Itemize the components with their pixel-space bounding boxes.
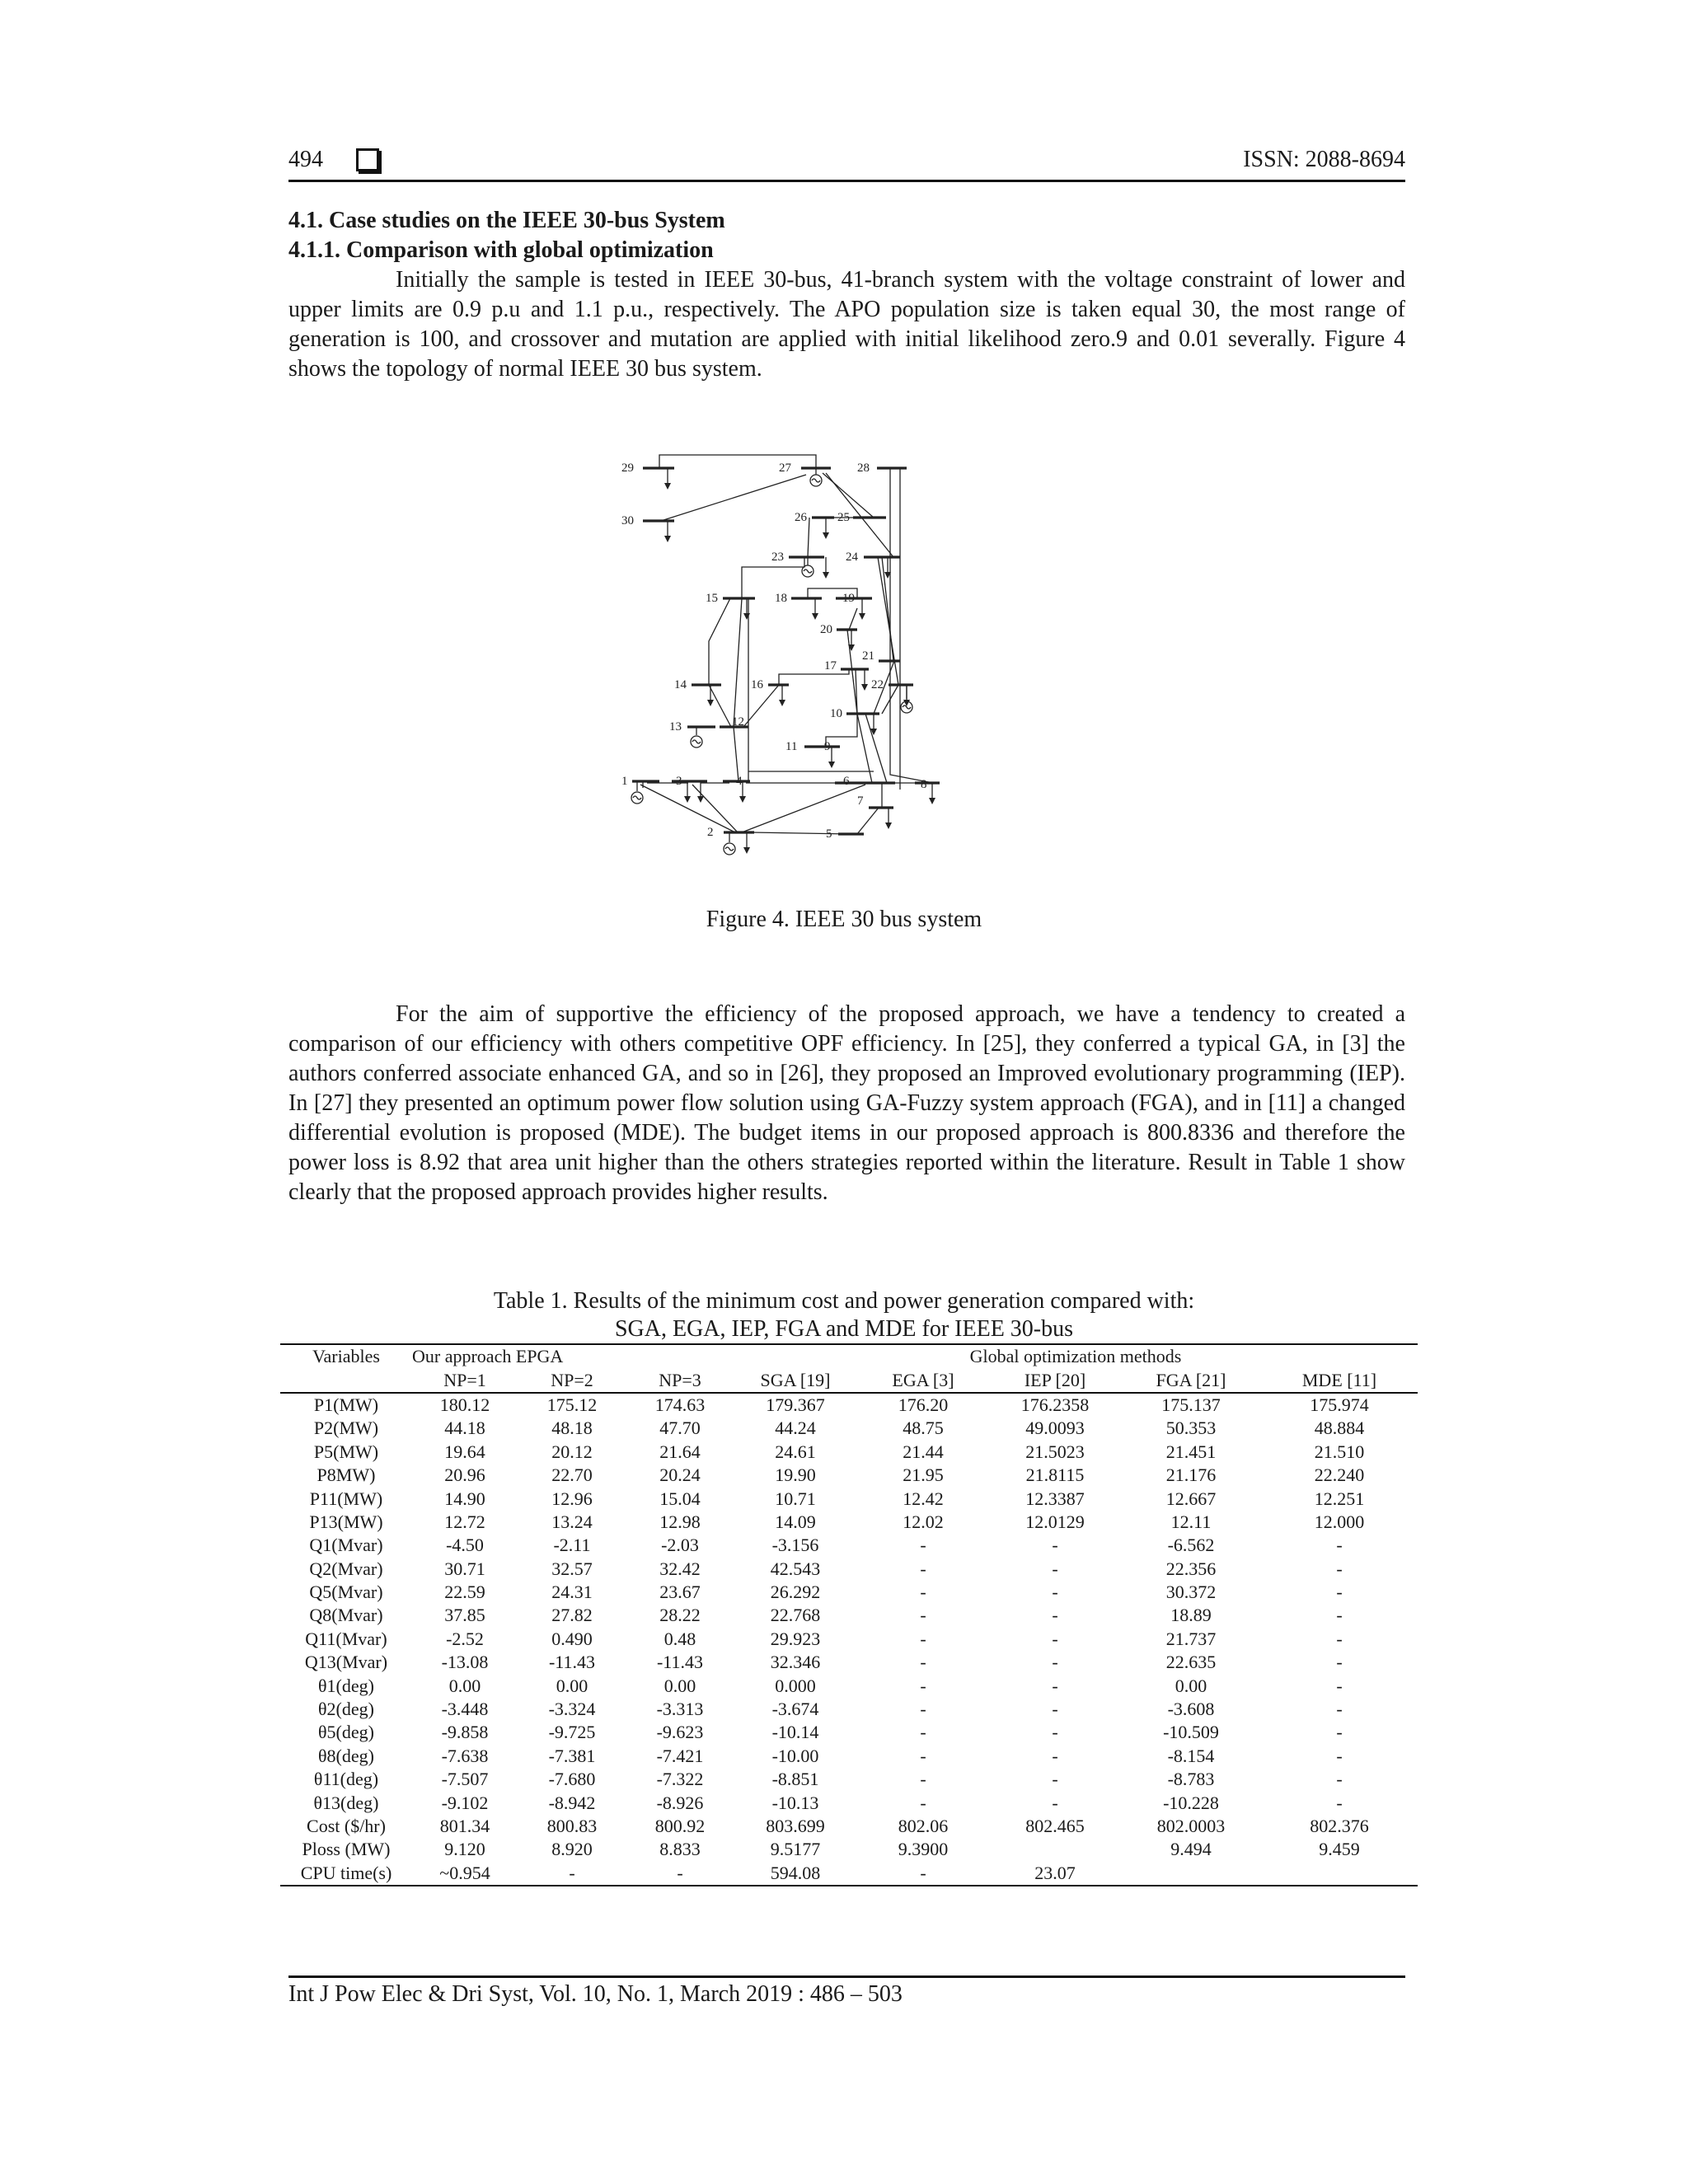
value-cell: -3.324 xyxy=(548,1699,596,1720)
table-row xyxy=(280,1604,1418,1627)
subheader: MDE [11] xyxy=(1261,1368,1418,1392)
value-cell: - xyxy=(920,1628,926,1649)
value-cell: 8.833 xyxy=(659,1839,701,1860)
value-cell: 176.20 xyxy=(898,1394,949,1415)
bus-label: 13 xyxy=(669,720,682,733)
value-cell: 49.0093 xyxy=(1025,1418,1085,1439)
value-cell: 27.82 xyxy=(551,1605,593,1626)
value-cell: - xyxy=(920,1792,926,1813)
table-header-row xyxy=(280,1344,1418,1368)
value-cell: -3.156 xyxy=(771,1535,819,1556)
value-cell: 12.96 xyxy=(551,1488,593,1509)
header-global-methods: Global optimization methods xyxy=(734,1344,1418,1368)
bus-label: 5 xyxy=(826,827,832,841)
table-caption-line2: SGA, EGA, IEP, FGA and MDE for IEEE 30-bus xyxy=(614,1316,1074,1342)
value-cell: 0.00 xyxy=(663,1675,696,1696)
table-row xyxy=(280,1745,1418,1768)
row-variable-cell: Ploss (MW) xyxy=(302,1839,391,1860)
value-cell: 0.48 xyxy=(663,1628,696,1649)
table-row xyxy=(280,1838,1418,1861)
value-cell: 37.85 xyxy=(444,1605,485,1626)
value-cell: - xyxy=(1052,1769,1058,1790)
value-cell: - xyxy=(1052,1558,1058,1579)
value-cell: 22.768 xyxy=(770,1605,821,1626)
value-cell: - xyxy=(920,1769,926,1790)
value-cell: -7.638 xyxy=(441,1745,489,1766)
value-cell: -8.942 xyxy=(548,1792,596,1813)
row-variable-cell: P13(MW) xyxy=(309,1511,383,1532)
subheader: SGA [19] xyxy=(734,1368,857,1392)
value-cell: -4.50 xyxy=(446,1535,484,1556)
value-cell: - xyxy=(1052,1535,1058,1556)
value-cell: 0.000 xyxy=(775,1675,816,1696)
value-cell: 12.3387 xyxy=(1025,1488,1085,1509)
value-cell: -7.381 xyxy=(548,1745,596,1766)
value-cell: -10.14 xyxy=(771,1722,819,1743)
page-number: 494 xyxy=(288,147,323,172)
value-cell: 802.376 xyxy=(1310,1816,1369,1836)
value-cell: - xyxy=(1052,1792,1058,1813)
value-cell: -2.11 xyxy=(553,1535,591,1556)
row-variable-cell: θ8(deg) xyxy=(318,1745,374,1766)
table-row xyxy=(280,1581,1418,1604)
subheader: IEP [20] xyxy=(989,1368,1121,1392)
value-cell: 32.57 xyxy=(551,1558,593,1579)
value-cell: - xyxy=(1336,1769,1343,1790)
bus-label: 11 xyxy=(785,740,798,753)
ieee-30-bus-diagram xyxy=(610,452,1096,880)
value-cell: 21.8115 xyxy=(1025,1465,1085,1486)
value-cell: 12.42 xyxy=(903,1488,944,1509)
header-rule xyxy=(288,180,1405,182)
value-cell: 12.72 xyxy=(444,1511,485,1532)
bus-label: 19 xyxy=(842,592,855,605)
value-cell: 21.451 xyxy=(1165,1441,1217,1462)
subheader: NP=3 xyxy=(626,1368,734,1392)
table-row xyxy=(280,1791,1418,1814)
row-variable-cell: θ1(deg) xyxy=(318,1675,374,1696)
value-cell: - xyxy=(1336,1745,1343,1766)
header-variables: Variables xyxy=(280,1344,412,1368)
value-cell: 802.06 xyxy=(898,1816,949,1836)
value-cell: 594.08 xyxy=(734,1862,857,1886)
value-cell: 0.00 xyxy=(448,1675,481,1696)
value-cell: 12.98 xyxy=(659,1511,701,1532)
value-cell: 9.494 xyxy=(1170,1839,1212,1860)
header-our-approach: Our approach EPGA xyxy=(412,1344,734,1368)
row-variable-cell: Cost ($/hr) xyxy=(307,1816,386,1836)
row-variable-cell: θ13(deg) xyxy=(313,1792,379,1813)
value-cell: 19.64 xyxy=(444,1441,485,1462)
value-cell: 21.64 xyxy=(659,1441,701,1462)
paragraph-comparison xyxy=(288,1000,1405,1207)
value-cell: 21.95 xyxy=(903,1465,944,1486)
bus-label: 22 xyxy=(871,678,884,691)
bus-label: 18 xyxy=(775,592,787,605)
value-cell: 180.12 xyxy=(439,1394,490,1415)
value-cell: 21.510 xyxy=(1314,1441,1365,1462)
value-cell: 47.70 xyxy=(659,1418,701,1439)
table-caption-line1: Table 1. Results of the minimum cost and power generation compared with: xyxy=(493,1288,1195,1314)
bus-label: 17 xyxy=(824,659,837,673)
row-variable-cell: P8MW) xyxy=(316,1465,376,1486)
value-cell: -13.08 xyxy=(441,1652,489,1673)
value-cell: -9.102 xyxy=(441,1792,489,1813)
bus-label: 2 xyxy=(707,826,714,839)
value-cell: -8.851 xyxy=(771,1769,819,1790)
figure-caption: Figure 4. IEEE 30 bus system xyxy=(706,907,982,932)
table-row xyxy=(280,1393,1418,1417)
bus-label: 26 xyxy=(795,511,807,524)
bus-label: 16 xyxy=(751,678,763,691)
header-empty xyxy=(280,1368,412,1392)
value-cell: 20.24 xyxy=(659,1465,701,1486)
table-body xyxy=(280,1393,1418,1886)
footer-citation: Int J Pow Elec & Dri Syst, Vol. 10, No. 1, March 2019 : 486 – 503 xyxy=(288,1981,903,2007)
value-cell: - xyxy=(1336,1558,1343,1579)
table-row xyxy=(280,1417,1418,1440)
value-cell: 20.96 xyxy=(444,1465,485,1486)
value-cell: -10.13 xyxy=(771,1792,819,1813)
row-variable-cell: θ11(deg) xyxy=(313,1769,379,1790)
bus-label: 6 xyxy=(843,775,850,788)
value-cell: - xyxy=(920,1652,926,1673)
bus-label: 20 xyxy=(820,623,832,636)
value-cell: - xyxy=(920,1582,926,1603)
bus-label: 25 xyxy=(837,511,850,524)
table-row xyxy=(280,1698,1418,1721)
value-cell: 12.11 xyxy=(1170,1511,1212,1532)
bus-label: 3 xyxy=(676,775,682,788)
value-cell: - xyxy=(1336,1699,1343,1720)
value-cell: - xyxy=(1052,1628,1058,1649)
table-row xyxy=(280,1441,1418,1464)
bus-label: 9 xyxy=(824,740,831,753)
value-cell: 21.5023 xyxy=(1025,1441,1085,1462)
value-cell: 10.71 xyxy=(775,1488,816,1509)
table-caption xyxy=(0,1287,1688,1343)
value-cell: - xyxy=(1336,1605,1343,1626)
value-cell: - xyxy=(920,1535,926,1556)
table-row xyxy=(280,1768,1418,1791)
value-cell: 44.18 xyxy=(444,1418,485,1439)
bus-label: 30 xyxy=(621,514,634,527)
table-row xyxy=(280,1558,1418,1581)
subheader: FGA [21] xyxy=(1121,1368,1261,1392)
paragraph-intro xyxy=(288,265,1405,384)
value-cell: ~0.954 xyxy=(412,1862,518,1886)
bus-label: 10 xyxy=(830,707,842,720)
value-cell: - xyxy=(920,1699,926,1720)
value-cell: 174.63 xyxy=(654,1394,706,1415)
value-cell: -10.509 xyxy=(1163,1722,1219,1743)
row-variable-cell: P5(MW) xyxy=(313,1441,379,1462)
table-row xyxy=(280,1651,1418,1674)
row-variable-cell: P2(MW) xyxy=(313,1418,379,1439)
bus-label: 28 xyxy=(857,462,870,475)
value-cell: -8.154 xyxy=(1167,1745,1215,1766)
value-cell: -10.228 xyxy=(1163,1792,1219,1813)
value-cell: - xyxy=(920,1675,926,1696)
value-cell: - xyxy=(920,1605,926,1626)
value-cell: 22.635 xyxy=(1165,1652,1217,1673)
value-cell: 22.70 xyxy=(551,1465,593,1486)
value-cell: 800.92 xyxy=(654,1816,706,1836)
row-variable-cell: P1(MW) xyxy=(313,1394,379,1415)
bus-label: 21 xyxy=(862,649,874,663)
bus-label: 23 xyxy=(771,551,784,564)
row-variable-cell: Q1(Mvar) xyxy=(309,1535,383,1556)
value-cell: -11.43 xyxy=(656,1652,703,1673)
value-cell: 9.5177 xyxy=(770,1839,821,1860)
bus-label: 4 xyxy=(736,775,743,788)
value-cell: -9.858 xyxy=(441,1722,489,1743)
table-row xyxy=(280,1674,1418,1697)
value-cell xyxy=(989,1838,1121,1861)
value-cell: - xyxy=(1052,1605,1058,1626)
footer-rule xyxy=(288,1975,1405,1978)
value-cell: 28.22 xyxy=(659,1605,701,1626)
subheader: NP=2 xyxy=(518,1368,626,1392)
subsection-heading: 4.1.1. Comparison with global optimization xyxy=(288,237,714,263)
table-row xyxy=(280,1862,1418,1886)
value-cell: 42.543 xyxy=(770,1558,821,1579)
row-variable-cell: θ5(deg) xyxy=(318,1722,374,1743)
value-cell: 24.31 xyxy=(551,1582,593,1603)
value-cell: 12.667 xyxy=(1165,1488,1217,1509)
paragraph-intro-text: Initially the sample is tested in IEEE 30-bus, 41-branch system with the voltage constraint of lower and upper limits are 0.9 p.u and 1.1 p.u., respectively. The APO population size is taken equal 30, the most range of generation is 100, and crossover and mutation are applied with initial likelihood zero.9 and 0.01 severally. Figure 4 shows the topology of normal IEEE 30 bus system. xyxy=(288,267,1405,382)
value-cell: 48.18 xyxy=(551,1418,593,1439)
value-cell: 22.356 xyxy=(1165,1558,1217,1579)
bus-label: 29 xyxy=(621,462,634,475)
value-cell: 802.0003 xyxy=(1156,1816,1226,1836)
value-cell xyxy=(1261,1862,1418,1886)
table-row xyxy=(280,1628,1418,1651)
value-cell: 50.353 xyxy=(1165,1418,1217,1439)
value-cell: 30.372 xyxy=(1165,1582,1217,1603)
value-cell: -3.674 xyxy=(771,1699,819,1720)
value-cell: 14.90 xyxy=(444,1488,485,1509)
value-cell: 0.00 xyxy=(1175,1675,1207,1696)
value-cell: -8.926 xyxy=(656,1792,704,1813)
value-cell: 12.0129 xyxy=(1025,1511,1085,1532)
value-cell xyxy=(1121,1862,1261,1886)
value-cell: -3.608 xyxy=(1167,1699,1215,1720)
value-cell: 18.89 xyxy=(1170,1605,1212,1626)
value-cell: 20.12 xyxy=(551,1441,593,1462)
value-cell: 44.24 xyxy=(775,1418,816,1439)
value-cell: - xyxy=(1052,1675,1058,1696)
bus-label: 27 xyxy=(779,462,791,475)
checkbox-square-icon xyxy=(356,148,379,171)
value-cell: - xyxy=(1336,1652,1343,1673)
section-heading: 4.1. Case studies on the IEEE 30-bus System xyxy=(288,208,725,233)
value-cell: - xyxy=(1052,1582,1058,1603)
subheader: NP=1 xyxy=(412,1368,518,1392)
value-cell: -11.43 xyxy=(548,1652,595,1673)
value-cell: - xyxy=(920,1722,926,1743)
row-variable-cell: Q5(Mvar) xyxy=(309,1582,383,1603)
value-cell: 803.699 xyxy=(766,1816,825,1836)
value-cell: 32.42 xyxy=(659,1558,701,1579)
bus-label: 15 xyxy=(706,592,718,605)
value-cell: 12.251 xyxy=(1314,1488,1365,1509)
value-cell: 179.367 xyxy=(766,1394,825,1415)
value-cell: 24.61 xyxy=(775,1441,816,1462)
table-row xyxy=(280,1721,1418,1744)
load-stems xyxy=(668,468,932,847)
paragraph-comparison-text: For the aim of supportive the efficiency of the proposed approach, we have a tendency to created a comparison of our efficiency with others competitive OPF efficiency. In [25], they conferred a typical GA, in [3] the authors conferred associate enhanced GA, and so in [26], they proposed an Improved evolutionary programming (IEP). In [27] they presented an optimum power flow solution using GA-Fuzzy system approach (FGA), and in [11] a changed differential evolution is proposed (MDE). The budget items in our proposed approach is 800.8336 and therefore the power loss is 8.92 that area unit higher than the others strategies reported within the literature. Result in Table 1 show clearly that the proposed approach provides higher results. xyxy=(288,1001,1405,1205)
table-row xyxy=(280,1511,1418,1534)
bus-label: 14 xyxy=(674,678,687,691)
value-cell: -7.322 xyxy=(656,1769,704,1790)
value-cell: - xyxy=(920,1558,926,1579)
value-cell: - xyxy=(857,1862,989,1886)
value-cell: 48.75 xyxy=(903,1418,944,1439)
value-cell: 802.465 xyxy=(1025,1816,1085,1836)
value-cell: -3.448 xyxy=(441,1699,489,1720)
value-cell: - xyxy=(1336,1628,1343,1649)
value-cell: 12.000 xyxy=(1314,1511,1365,1532)
value-cell: - xyxy=(1336,1722,1343,1743)
bus-label: 12 xyxy=(732,715,744,729)
value-cell: -2.52 xyxy=(446,1628,484,1649)
value-cell: 12.02 xyxy=(903,1511,944,1532)
value-cell: - xyxy=(1336,1582,1343,1603)
table-row xyxy=(280,1534,1418,1557)
value-cell: - xyxy=(1336,1792,1343,1813)
value-cell: -6.562 xyxy=(1167,1535,1215,1556)
bus-label: 1 xyxy=(621,775,628,788)
row-variable-cell: θ2(deg) xyxy=(318,1699,374,1720)
value-cell: -9.623 xyxy=(656,1722,704,1743)
value-cell: 13.24 xyxy=(551,1511,593,1532)
value-cell: -7.421 xyxy=(656,1745,704,1766)
value-cell: 21.737 xyxy=(1165,1628,1217,1649)
value-cell: -7.507 xyxy=(441,1769,489,1790)
value-cell: 176.2358 xyxy=(1020,1394,1090,1415)
table-row xyxy=(280,1815,1418,1838)
value-cell: - xyxy=(1052,1699,1058,1720)
row-variable-cell: Q2(Mvar) xyxy=(309,1558,383,1579)
value-cell: - xyxy=(1336,1675,1343,1696)
value-cell: 0.00 xyxy=(556,1675,588,1696)
value-cell: -2.03 xyxy=(661,1535,699,1556)
value-cell: - xyxy=(518,1862,626,1886)
value-cell: 21.44 xyxy=(903,1441,944,1462)
value-cell: 175.974 xyxy=(1310,1394,1369,1415)
row-variable-cell: CPU time(s) xyxy=(280,1862,412,1886)
value-cell: -9.725 xyxy=(548,1722,596,1743)
value-cell: 175.137 xyxy=(1161,1394,1221,1415)
value-cell: - xyxy=(1052,1745,1058,1766)
value-cell: 9.3900 xyxy=(898,1839,949,1860)
value-cell: 19.90 xyxy=(775,1465,816,1486)
value-cell: 800.83 xyxy=(546,1816,598,1836)
value-cell: 48.884 xyxy=(1314,1418,1365,1439)
value-cell: - xyxy=(626,1862,734,1886)
value-cell: 9.459 xyxy=(1319,1839,1360,1860)
value-cell: 23.07 xyxy=(989,1862,1121,1886)
value-cell: 29.923 xyxy=(770,1628,821,1649)
bus-label: 24 xyxy=(846,551,858,564)
value-cell: -8.783 xyxy=(1167,1769,1215,1790)
table-row xyxy=(280,1487,1418,1510)
value-cell: 15.04 xyxy=(659,1488,701,1509)
value-cell: 32.346 xyxy=(770,1652,821,1673)
value-cell: 801.34 xyxy=(439,1816,490,1836)
value-cell: 21.176 xyxy=(1165,1465,1217,1486)
value-cell: 22.59 xyxy=(444,1582,485,1603)
value-cell: - xyxy=(1336,1535,1343,1556)
value-cell: 26.292 xyxy=(770,1582,821,1603)
value-cell: - xyxy=(920,1745,926,1766)
value-cell: -10.00 xyxy=(771,1745,819,1766)
bus-label: 8 xyxy=(921,778,927,791)
table-subheader-row xyxy=(280,1368,1418,1392)
value-cell: 8.920 xyxy=(551,1839,593,1860)
page-header-left xyxy=(288,147,379,173)
bus-label: 7 xyxy=(857,794,864,808)
value-cell: -7.680 xyxy=(548,1769,596,1790)
subheader: EGA [3] xyxy=(857,1368,989,1392)
row-variable-cell: Q8(Mvar) xyxy=(309,1605,383,1626)
value-cell: 9.120 xyxy=(444,1839,485,1860)
value-cell: - xyxy=(1052,1652,1058,1673)
value-cell: 175.12 xyxy=(546,1394,598,1415)
value-cell: 30.71 xyxy=(444,1558,485,1579)
value-cell: 22.240 xyxy=(1314,1465,1365,1486)
value-cell: - xyxy=(1052,1722,1058,1743)
row-variable-cell: Q11(Mvar) xyxy=(305,1628,387,1649)
value-cell: 23.67 xyxy=(659,1582,701,1603)
branch-lines xyxy=(640,455,933,834)
table-row xyxy=(280,1464,1418,1487)
value-cell: -3.313 xyxy=(656,1699,704,1720)
value-cell: 0.490 xyxy=(551,1628,593,1649)
row-variable-cell: P11(MW) xyxy=(309,1488,383,1509)
results-table xyxy=(280,1343,1418,1886)
value-cell: 14.09 xyxy=(775,1511,816,1532)
issn-label: ISSN: 2088-8694 xyxy=(1243,147,1405,172)
row-variable-cell: Q13(Mvar) xyxy=(304,1652,388,1673)
